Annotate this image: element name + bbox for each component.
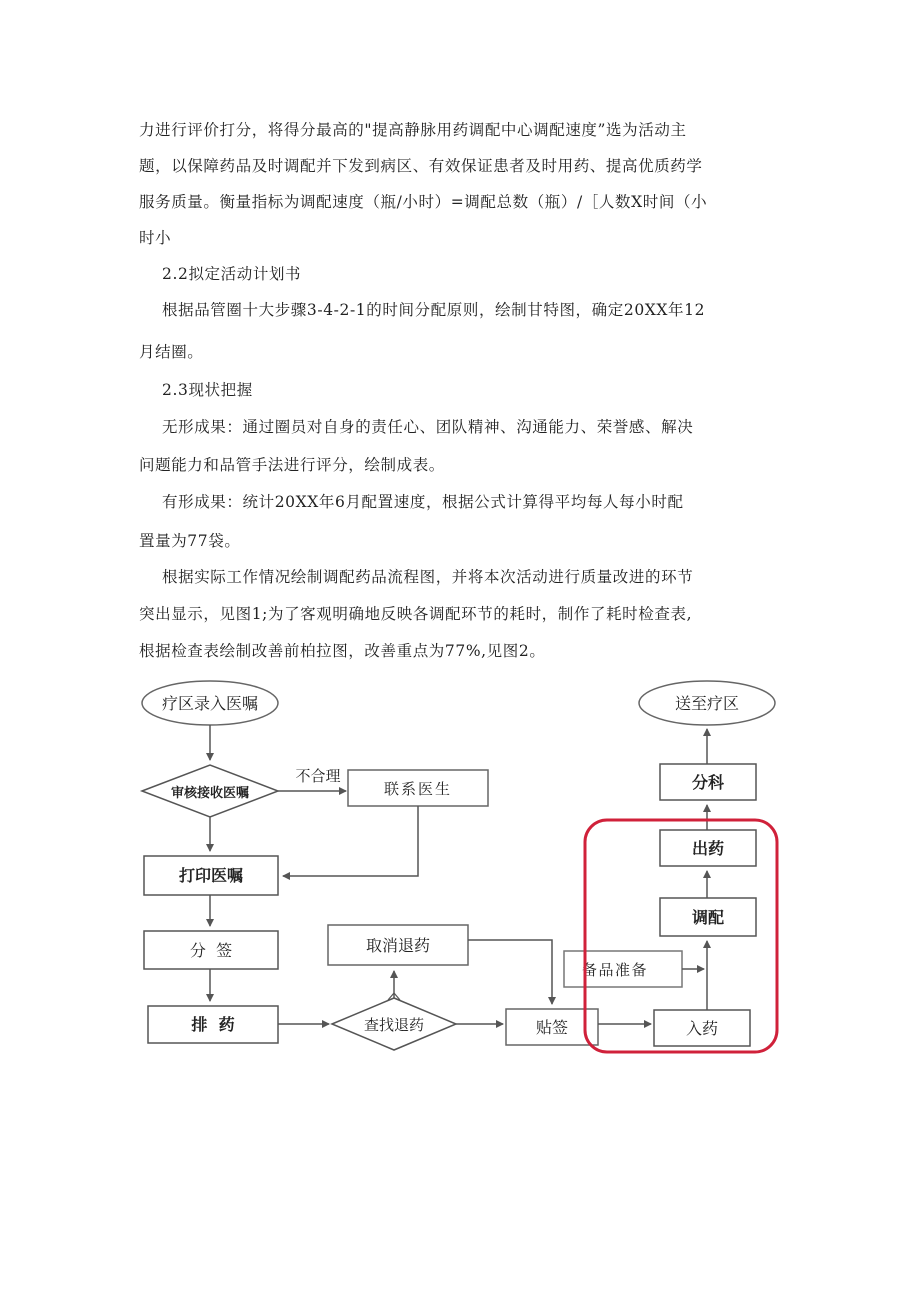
paragraph-line: 根据品管圈十大步骤3-4-2-1的时间分配原则，绘制甘特图，确定20XX年12 bbox=[162, 301, 706, 319]
paragraph-line: 月结圈。 bbox=[139, 343, 204, 361]
paragraph-line: 根据检查表绘制改善前柏拉图，改善重点为77%,见图2。 bbox=[139, 642, 546, 660]
start-node-label: 疗区录入医嘱 bbox=[161, 694, 259, 713]
label-box-label: 贴签 bbox=[535, 1018, 569, 1037]
print-label: 打印医嘱 bbox=[178, 866, 244, 885]
section-heading: 2.3现状把握 bbox=[162, 381, 253, 399]
paragraph-line: 突出显示，见图1;为了客观明确地反映各调配环节的耗时，制作了耗时检查表, bbox=[139, 605, 693, 623]
paragraph-line: 题，以保障药品及时调配并下发到病区、有效保证患者及时用药、提高优质药学 bbox=[139, 157, 703, 175]
in-drug-label: 入药 bbox=[685, 1019, 719, 1038]
paragraph-line: 力进行评价打分，将得分最高的"提高静脉用药调配中心调配速度”选为活动主 bbox=[139, 121, 687, 139]
unreasonable-label: 不合理 bbox=[295, 767, 341, 785]
out-drug-label: 出药 bbox=[691, 839, 725, 858]
section-heading: 2.2拟定活动计划书 bbox=[162, 265, 302, 283]
arrange-label: 排 药 bbox=[191, 1015, 235, 1034]
paragraph-line: 无形成果：通过圈员对自身的责任心、团队精神、沟通能力、荣誉感、解决 bbox=[162, 418, 694, 436]
cancel-return-label: 取消退药 bbox=[365, 936, 431, 955]
review-decision-label: 审核接收医嘱 bbox=[170, 786, 250, 801]
contact-doctor-label: 联系医生 bbox=[383, 780, 453, 798]
paragraph-line: 时小 bbox=[139, 229, 172, 247]
find-return-label: 查找退药 bbox=[363, 1016, 425, 1034]
paragraph-line: 置量为77袋。 bbox=[139, 532, 241, 550]
dispense-label: 调配 bbox=[691, 908, 725, 927]
prepare-label: 备品准备 bbox=[581, 961, 649, 979]
end-node-label: 送至疗区 bbox=[674, 694, 740, 713]
split-label: 分 签 bbox=[189, 941, 233, 960]
paragraph-line: 服务质量。衡量指标为调配速度（瓶/小时）=调配总数（瓶）/［人数X时间（小 bbox=[139, 193, 708, 211]
paragraph-line: 问题能力和品管手法进行评分，绘制成表。 bbox=[139, 456, 445, 474]
sort-label: 分科 bbox=[691, 773, 725, 792]
paragraph-line: 有形成果：统计20XX年6月配置速度，根据公式计算得平均每人每小时配 bbox=[162, 493, 684, 511]
paragraph-line: 根据实际工作情况绘制调配药品流程图，并将本次活动进行质量改进的环节 bbox=[162, 568, 694, 586]
